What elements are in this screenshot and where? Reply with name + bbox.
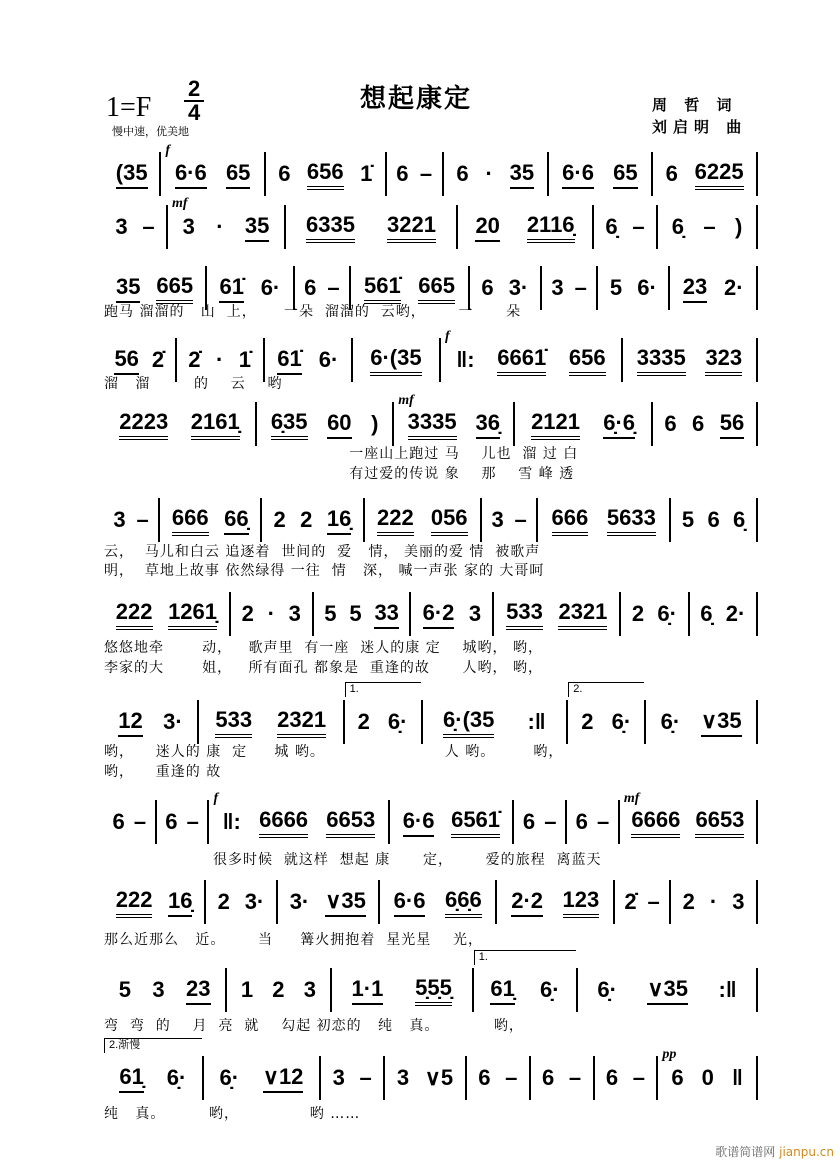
note-group: 61̣ — [490, 976, 514, 1005]
dynamic-marking: mf — [623, 791, 640, 806]
note-group: 3335 — [408, 409, 457, 440]
note-group: 6· — [318, 346, 339, 372]
measure — [576, 968, 756, 1012]
measure — [104, 700, 197, 744]
note-group: – — [632, 213, 645, 239]
note-group: 6· — [260, 274, 281, 300]
note-group: ‖: — [456, 346, 475, 372]
note-group: 6 — [575, 808, 588, 834]
note-group: 6̣ — [700, 600, 713, 626]
watermark-cn: 歌谱简谱网 — [715, 1145, 776, 1159]
note-group: 3 — [551, 274, 564, 300]
lyric-line: 跑马 溜溜的 山 上， 一朵 溜溜的 云哟， 一 朵 — [104, 304, 522, 320]
measure — [651, 402, 756, 446]
measure — [472, 951, 576, 1012]
note-group: 6·6 — [394, 888, 426, 917]
measure — [330, 968, 472, 1012]
note-group: 6 — [456, 160, 469, 186]
measure — [565, 800, 618, 844]
note-group: 6 — [522, 808, 536, 834]
measure — [669, 880, 756, 924]
measure — [512, 800, 565, 844]
note-group: 533 — [215, 707, 252, 738]
note-group: 6̣· — [166, 1064, 187, 1090]
note-group: 5 — [118, 976, 131, 1002]
dynamic-marking: f — [213, 791, 219, 806]
measure — [363, 498, 481, 542]
measure — [442, 152, 547, 196]
measure — [465, 1056, 529, 1100]
measure — [207, 791, 388, 844]
note-group: 2121 — [531, 409, 580, 440]
note-group: 23 — [186, 976, 210, 1005]
measure — [276, 880, 378, 924]
measure — [225, 968, 329, 1012]
note-group: 16̣ — [327, 506, 351, 535]
note-group: 6̣·6̣ — [603, 410, 635, 439]
measure — [456, 205, 592, 249]
note-group: – — [514, 506, 527, 532]
measure — [529, 1056, 593, 1100]
note-group: · — [215, 346, 224, 372]
measure — [378, 880, 496, 924]
measure — [651, 152, 756, 196]
note-group: 6̣· — [539, 976, 560, 1002]
note-group: 6 — [707, 506, 720, 532]
note-group: 6̣· — [219, 1064, 240, 1090]
note-group: 6̣6̣6 — [445, 887, 482, 918]
measure — [197, 700, 343, 744]
note-group: 65 — [226, 160, 250, 189]
watermark-en: jianpu.cn — [779, 1145, 834, 1159]
note-group: 61̣ — [119, 1064, 143, 1093]
note-group: 6 — [481, 274, 494, 300]
note-group: 3 — [468, 600, 482, 626]
note-group: 6 — [542, 1064, 555, 1090]
measure — [260, 498, 362, 542]
note-group: 2 — [300, 506, 313, 532]
note-group: – — [703, 213, 716, 239]
note-group: – — [505, 1064, 518, 1090]
note-group: 1̇ — [360, 160, 373, 186]
note-group: 6666 — [631, 807, 680, 838]
measure — [619, 592, 687, 636]
note-group: 1̇ — [238, 346, 251, 372]
note-group: 666 — [552, 505, 589, 536]
measure — [668, 266, 756, 310]
note-group: 35 — [510, 160, 534, 189]
note-group: ‖ — [732, 1064, 743, 1090]
lyric-line: 悠悠地牵 动， 歌声里 有一座 迷人的康 定 城哟， 哟， — [104, 640, 544, 656]
measure — [104, 1039, 202, 1100]
measure — [255, 402, 392, 446]
note-group: 323 — [705, 345, 742, 376]
composer-credit: 刘启明 曲 — [652, 118, 748, 136]
note-group: 656 — [569, 345, 606, 376]
note-group: 3 — [152, 976, 165, 1002]
time-signature-bottom: 4 — [188, 100, 201, 125]
note-group: 2 — [682, 888, 695, 914]
note-group: ) — [371, 410, 379, 436]
staff-system — [104, 498, 758, 542]
note-group: · — [485, 160, 493, 186]
note-group: 6 — [478, 1064, 491, 1090]
note-group: 2321 — [558, 599, 607, 630]
tempo-marking: 慢中速，优美地 — [112, 125, 189, 138]
measure — [495, 880, 613, 924]
note-group: ∨12 — [263, 1064, 304, 1093]
note-group: 6561̇ — [451, 807, 500, 838]
note-group: 2161̣ — [191, 409, 240, 440]
note-group: (35 — [116, 160, 148, 189]
note-group: 2̇ — [151, 346, 165, 372]
note-group: 656 — [307, 159, 344, 190]
note-group: 6 — [396, 160, 409, 186]
note-group: 222 — [377, 505, 414, 536]
measure — [566, 683, 644, 744]
note-group: 6 — [165, 808, 178, 834]
key-signature: 1=F — [106, 92, 152, 123]
measure — [159, 143, 264, 196]
note-group: 6̣· — [387, 708, 408, 734]
dynamic-marking: mf — [172, 196, 188, 211]
note-group: 6·6 — [403, 808, 435, 837]
note-group: 2 — [272, 976, 285, 1002]
measure — [351, 338, 439, 382]
note-group: 6̣· — [660, 708, 681, 734]
measure — [104, 800, 155, 844]
note-group: 23 — [683, 274, 707, 303]
note-group: 16̣ — [168, 888, 192, 917]
note-group: – — [142, 213, 155, 239]
lyric-line: 纯 真。 哟， 哟 …… — [104, 1106, 361, 1122]
measure — [669, 498, 756, 542]
note-group: 2· — [724, 274, 744, 300]
note-group: 3 — [113, 506, 126, 532]
measure — [513, 402, 650, 446]
note-group: 6̣· — [611, 708, 632, 734]
note-group: 5̣5̣5̣ — [415, 975, 452, 1006]
staff-system — [104, 791, 758, 844]
measure — [383, 1056, 465, 1100]
note-group: 3· — [289, 888, 310, 914]
measure — [204, 880, 275, 924]
staff-system — [104, 196, 758, 249]
note-group: 6 — [664, 410, 677, 436]
measure — [536, 498, 669, 542]
note-group: – — [136, 506, 149, 532]
song-title: 想起康定 — [360, 84, 473, 114]
note-group: 60 — [327, 410, 351, 439]
measure — [593, 1056, 657, 1100]
note-group: – — [568, 1064, 582, 1090]
note-group: 33 — [374, 600, 398, 629]
note-group: 5 — [609, 274, 623, 300]
note-group: · — [267, 600, 275, 626]
note-group: 6653 — [326, 807, 375, 838]
measure — [343, 683, 421, 744]
note-group: 61̇ — [219, 274, 243, 303]
measure — [104, 498, 158, 542]
note-group: ) — [734, 213, 743, 239]
note-group: 3 — [303, 976, 316, 1002]
measure — [439, 329, 621, 382]
note-group: ∨35 — [701, 708, 742, 737]
measure — [547, 152, 652, 196]
note-group: 1 — [240, 976, 254, 1002]
note-group: 123 — [563, 887, 600, 918]
note-group: 0 — [701, 1064, 714, 1090]
note-group: 2321 — [277, 707, 326, 738]
measure — [385, 152, 442, 196]
note-group: 3 — [182, 213, 195, 239]
note-group: 6̣ — [605, 213, 618, 239]
volta-bracket: 1. — [474, 950, 576, 965]
staff-system — [104, 393, 758, 446]
note-group: ∨35 — [325, 888, 366, 917]
note-group: 3 — [115, 213, 128, 239]
measure — [592, 205, 656, 249]
note-group: ∨5 — [424, 1064, 454, 1090]
note-group: 5 — [349, 600, 362, 626]
dynamic-marking: f — [165, 143, 171, 158]
note-group: – — [596, 808, 610, 834]
measure — [613, 880, 669, 924]
note-group: 3 — [491, 506, 504, 532]
measure — [264, 152, 384, 196]
time-signature-top: 2 — [184, 78, 204, 102]
note-group: 1·1 — [352, 976, 384, 1005]
note-group: 5 — [681, 506, 695, 532]
note-group: 3· — [508, 274, 529, 300]
note-group: 2 — [217, 888, 230, 914]
note-group: 6̣ — [671, 213, 684, 239]
note-group: 2 — [631, 600, 645, 626]
lyricist-credit: 周 哲 词 — [652, 96, 738, 114]
lyric-line: 明， 草地上故事 依然绿得 一往 情 深， 喊一声张 家的 大哥呵 — [104, 563, 545, 579]
note-group: 6 — [304, 274, 317, 300]
staff-system — [104, 1039, 758, 1100]
note-group: 6335 — [306, 212, 355, 243]
note-group: 533 — [506, 599, 543, 630]
measure — [421, 700, 567, 744]
lyric-line: 弯 弯 的 月 亮 就 勾起 初恋的 纯 真。 哟， — [104, 1018, 524, 1034]
note-group: 20 — [475, 213, 499, 242]
note-group: 6·6 — [175, 160, 207, 189]
note-group: 3335 — [637, 345, 686, 376]
note-group: 3 — [332, 1064, 345, 1090]
note-group: :‖ — [718, 976, 737, 1002]
note-group: :‖ — [527, 708, 546, 734]
note-group: 1261̣ — [168, 599, 217, 630]
measure — [312, 592, 410, 636]
note-group: · — [709, 888, 718, 914]
note-group: 6̣35 — [271, 409, 308, 440]
note-group: 3· — [244, 888, 265, 914]
note-group: 2· — [725, 600, 746, 626]
note-group: 6·6 — [562, 160, 594, 189]
note-group: 666 — [172, 505, 209, 536]
note-group: 35 — [116, 274, 140, 303]
note-group: 3 — [732, 888, 745, 914]
note-group: 6 — [278, 160, 291, 186]
note-group: 6̣· — [657, 600, 677, 626]
note-group: 6̣ — [733, 506, 746, 532]
measure — [688, 592, 756, 636]
staff-system — [104, 683, 758, 744]
note-group: 6 — [605, 1064, 619, 1090]
measure — [656, 1047, 756, 1100]
watermark — [715, 1143, 834, 1160]
note-group: 6 — [671, 1064, 684, 1090]
measure — [392, 393, 513, 446]
staff-system — [104, 880, 758, 924]
note-group: 5633 — [607, 505, 656, 536]
measure — [388, 800, 512, 844]
lyric-line: 那么近那么 近。 当 篝火拥抱着 星光星 光， — [104, 932, 484, 948]
staff-system — [104, 951, 758, 1012]
note-group: – — [133, 808, 147, 834]
note-group: 2·2 — [511, 888, 543, 917]
note-group: 2 — [241, 600, 254, 626]
note-group: 3· — [163, 708, 183, 734]
note-group: – — [574, 274, 587, 300]
measure — [104, 592, 229, 636]
volta-bracket: 2. — [568, 682, 644, 697]
measure — [104, 880, 204, 924]
note-group: 66̣ — [224, 506, 248, 535]
note-group: 222 — [116, 887, 153, 918]
measure — [644, 700, 756, 744]
note-group: 6225 — [695, 159, 744, 190]
time-signature — [184, 78, 204, 124]
measure — [409, 592, 492, 636]
measure — [104, 402, 255, 446]
note-group: 56 — [114, 346, 138, 375]
note-group: – — [186, 808, 199, 834]
note-group: – — [327, 274, 340, 300]
note-group: – — [544, 808, 557, 834]
note-group: 2 — [581, 708, 594, 734]
dynamic-marking: pp — [662, 1047, 677, 1062]
note-group: ∨35 — [647, 976, 688, 1005]
lyric-line: 云， 马儿和白云 追逐着 世间的 爱 情， 美丽的爱 情 被歌声 — [104, 544, 541, 560]
measure — [202, 1056, 320, 1100]
note-group: 2 — [357, 708, 370, 734]
note-group: 5 — [324, 600, 337, 626]
measure — [656, 205, 756, 249]
note-group: 6̣· — [597, 976, 617, 1002]
note-group: – — [359, 1064, 372, 1090]
note-group: 2223 — [119, 409, 168, 440]
measure — [284, 205, 456, 249]
measure — [104, 205, 166, 249]
note-group: · — [216, 213, 224, 239]
dynamic-marking: mf — [398, 393, 414, 408]
volta-bracket: 2.渐慢 — [104, 1038, 202, 1053]
note-group: 3 — [396, 1064, 410, 1090]
measure — [166, 196, 284, 249]
note-group: – — [647, 888, 660, 914]
dynamic-marking: f — [445, 329, 450, 344]
measure — [319, 1056, 383, 1100]
note-group: 35 — [245, 213, 269, 242]
note-group: 6661̇ — [497, 345, 546, 376]
note-group: 2116̣ — [527, 212, 575, 243]
note-group: 6 — [692, 410, 705, 436]
note-group: 2 — [273, 506, 286, 532]
measure — [158, 498, 260, 542]
measure — [229, 592, 312, 636]
note-group: 665 — [156, 273, 193, 304]
note-group: ‖: — [222, 808, 241, 834]
note-group: 65 — [613, 160, 637, 189]
note-group: 056 — [431, 505, 468, 536]
note-group: 561̇ — [364, 273, 401, 304]
staff-system — [104, 143, 758, 196]
measure — [596, 266, 668, 310]
lyric-line: 有过爱的传说 象 那 雪 峰 透 — [104, 466, 575, 482]
note-group: 61̇ — [277, 346, 301, 375]
lyric-line: 李家的大 姐， 所有面孔 都象是 重逢的故 人哟， 哟， — [104, 660, 544, 676]
note-group: 6·(35 — [370, 345, 421, 376]
note-group: 2̇ — [188, 346, 201, 372]
note-group: 3 — [288, 600, 301, 626]
measure — [104, 152, 159, 196]
note-group: 6̣·(35 — [443, 707, 494, 738]
measure — [104, 968, 225, 1012]
note-group: 665 — [418, 273, 455, 304]
volta-bracket: 1. — [345, 682, 421, 697]
lyric-line: 很多时候 就这样 想起 康 定， 爱的旅程 离蓝天 — [104, 852, 602, 868]
measure — [621, 338, 756, 382]
note-group: – — [419, 160, 433, 186]
note-group: 6·2 — [423, 600, 455, 629]
measure — [480, 498, 536, 542]
note-group: 3221 — [387, 212, 436, 243]
note-group: 36̣ — [476, 410, 500, 439]
lyric-line: 哟， 重逢的 故 — [104, 764, 222, 780]
lyric-line: 哟， 迷人的 康 定 城 哟。 人 哟。 哟， — [104, 744, 564, 760]
measure — [540, 266, 597, 310]
note-group: 56 — [720, 410, 744, 439]
measure — [618, 791, 756, 844]
note-group: 6653 — [695, 807, 744, 838]
note-group: 6 — [112, 808, 125, 834]
lyric-line: 一座山上跑过 马 儿也 溜 过 白 — [104, 446, 579, 462]
note-group: 2̇ — [624, 888, 637, 914]
measure — [155, 800, 208, 844]
note-group: 222 — [116, 599, 153, 630]
lyric-line: 溜 溜 的 云 哟 — [104, 376, 283, 392]
staff-system — [104, 592, 758, 636]
note-group: 12 — [118, 708, 142, 737]
note-group: – — [632, 1064, 645, 1090]
note-group: 6666 — [259, 807, 308, 838]
note-group: 6· — [637, 274, 657, 300]
measure — [492, 592, 619, 636]
note-group: 6 — [665, 160, 678, 186]
